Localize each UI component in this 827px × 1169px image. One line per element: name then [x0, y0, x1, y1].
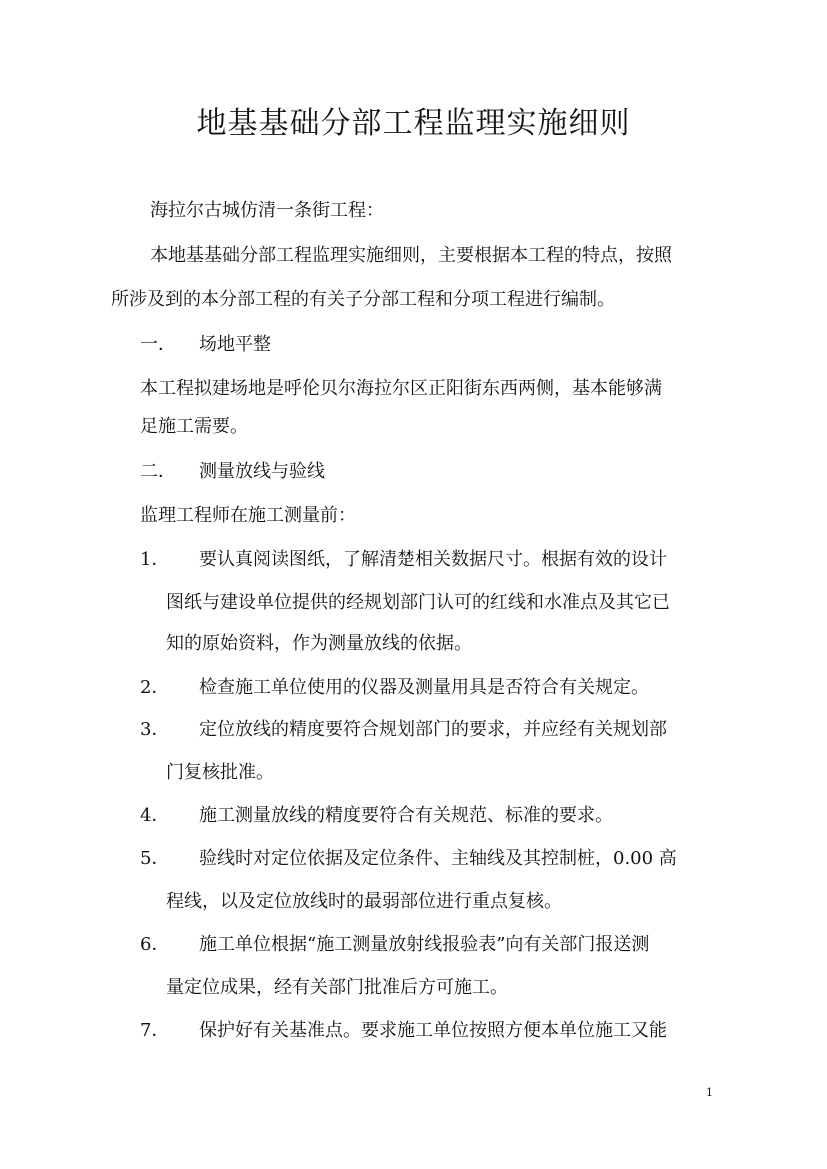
item-6-line-1: 施工单位根据“施工测量放射线报验表”向有关部门报送测: [199, 934, 650, 955]
intro-line-1: 本地基基础分部工程监理实施细则，主要根据本工程的特点，按照: [150, 245, 672, 266]
item-4-number: 4．: [140, 805, 170, 826]
section1-number: 一．: [140, 334, 176, 355]
item-7-line-1: 保护好有关基准点。要求施工单位按照方便本单位施工又能: [199, 1020, 667, 1041]
item-3-number: 3．: [140, 719, 170, 740]
item-2-number: 2．: [140, 677, 170, 698]
item-3-line-1: 定位放线的精度要符合规划部门的要求，并应经有关规划部: [199, 719, 667, 740]
item-5-line-1: 验线时对定位依据及定位条件、主轴线及其控制桩，0.00 高: [199, 848, 677, 869]
item-5-number: 5．: [140, 848, 170, 869]
item-4-line-1: 施工测量放线的精度要符合有关规范、标准的要求。: [199, 805, 613, 826]
section2-heading: 测量放线与验线: [199, 461, 325, 482]
item-1-line-1: 要认真阅读图纸，了解清楚相关数据尺寸。根据有效的设计: [199, 549, 667, 570]
section1-body-line-2: 足施工需要。: [140, 416, 248, 437]
item-7-number: 7．: [140, 1020, 170, 1041]
item-1-line-2: 图纸与建设单位提供的经规划部门认可的红线和水准点及其它已: [166, 592, 670, 613]
item-6-number: 6．: [140, 934, 170, 955]
document-title: 地基基础分部工程监理实施细则: [196, 106, 631, 141]
item-3-line-2: 门复核批准。: [166, 762, 274, 783]
section2-number: 二．: [140, 461, 176, 482]
section1-heading: 场地平整: [199, 334, 271, 355]
intro-line-2: 所涉及到的本分部工程的有关子分部工程和分项工程进行编制。: [111, 289, 615, 310]
item-5-line-2: 程线，以及定位放线时的最弱部位进行重点复核。: [166, 891, 562, 912]
project-name: 海拉尔古城仿清一条街工程：: [150, 200, 384, 221]
item-2-line-1: 检查施工单位使用的仪器及测量用具是否符合有关规定。: [199, 677, 649, 698]
section1-body-line-1: 本工程拟建场地是呼伦贝尔海拉尔区正阳街东西两侧，基本能够满: [140, 378, 662, 399]
section2-lead: 监理工程师在施工测量前：: [140, 505, 356, 526]
item-1-number: 1．: [140, 549, 170, 570]
item-6-line-2: 量定位成果，经有关部门批准后方可施工。: [166, 977, 508, 998]
item-1-line-3: 知的原始资料，作为测量放线的依据。: [166, 633, 472, 654]
page-number: 1: [706, 1086, 713, 1099]
